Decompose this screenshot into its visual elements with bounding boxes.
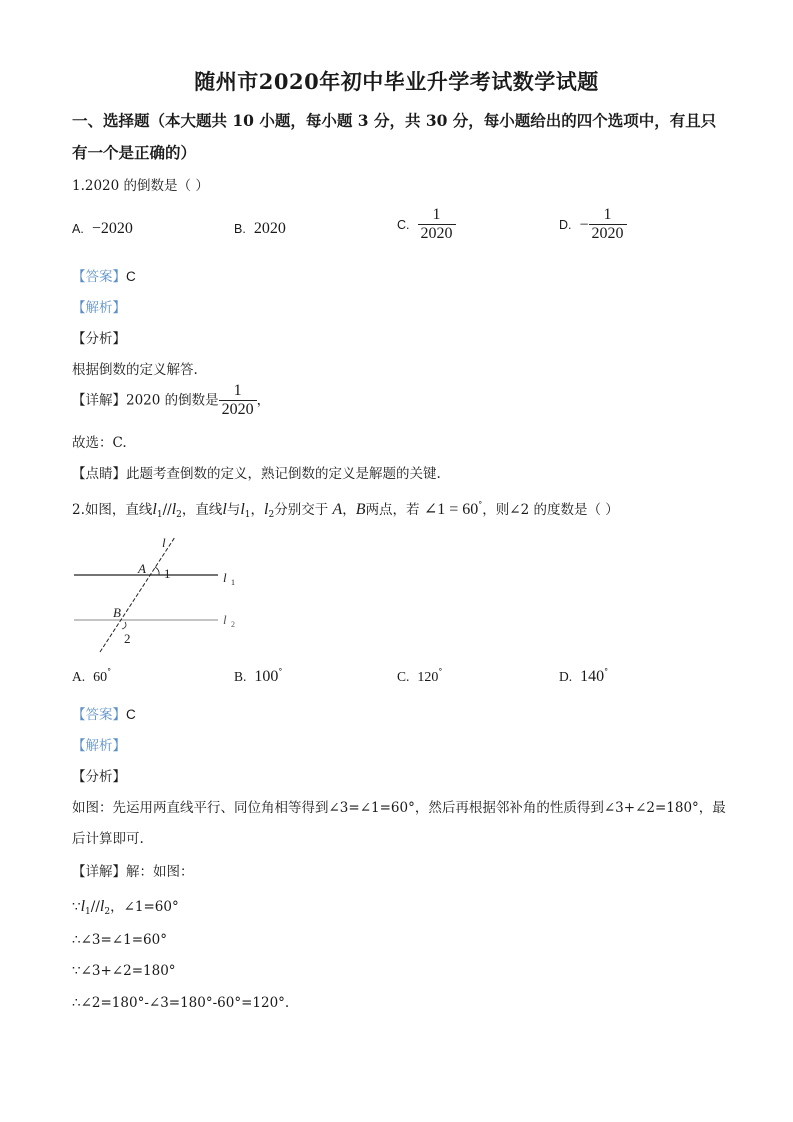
q2-option-c: C. 120° [397, 667, 443, 685]
page-title: 随州市2020年初中毕业升学考试数学试题 [194, 69, 599, 94]
section-heading-line2: 有一个是正确的） [72, 143, 197, 162]
q1-jiexi-tag: 【解析】 [72, 300, 126, 316]
q1-option-b [234, 218, 286, 238]
q1-stem: 1.2020 的倒数是（ ） [72, 178, 209, 194]
q2-step-2: ∴∠3=∠1=60° [72, 932, 167, 948]
q2-step-3: ∵∠3+∠2=180° [72, 963, 176, 979]
q1-option-c [397, 207, 456, 243]
q2-step-1: $\because l_1//l_2$，∠1=60° [72, 898, 179, 917]
svg-text:l: l [223, 570, 227, 585]
q2-fenxi-line1: 如图：先运用两直线平行、同位角相等得到∠3=∠1=60°，然后再根据邻补角的性质得到∠3+∠2=180°，最 [72, 800, 726, 816]
answer-tag: 【答案】 [72, 269, 126, 285]
q2-stem: 2.如图，直线$l_1//l_2$，直线l与$l_1$，$l_2$分别交于 A，B两点，若 ∠1 = 60°，则∠2 的度数是（ ） [72, 500, 619, 520]
option-value: 2020 [253, 220, 286, 237]
option-label: C. [397, 218, 410, 233]
q2-option-d: D. 140° [559, 667, 609, 685]
answer-tag: 【答案】 [72, 707, 126, 723]
q2-fenxi-line2: 后计算即可. [72, 831, 144, 847]
q1-dianjing: 【点睛】此题考查倒数的定义，熟记倒数的定义是解题的关键. [72, 466, 441, 482]
section-heading-line1: 一、选择题（本大题共 10 小题，每小题 3 分，共 30 分，每小题给出的四个选项中，有且只 [72, 111, 717, 130]
q2-jiexi-tag: 【解析】 [72, 738, 126, 754]
q1-option-a [72, 218, 133, 238]
q2-xiangjie: 【详解】解：如图： [72, 864, 194, 880]
q1-answer [72, 265, 136, 285]
option-label: B. [234, 222, 246, 236]
svg-text:l: l [162, 535, 166, 550]
option-label: D. [559, 218, 572, 233]
fraction: $\frac{1}{2020}$ [589, 207, 627, 243]
q1-option-d: D. − $\frac{1}{2020}$ [559, 207, 627, 243]
answer-value: C [126, 707, 136, 722]
answer-value: C [126, 269, 136, 284]
svg-text:1: 1 [164, 566, 171, 581]
q2-option-b: B. 100° [234, 667, 283, 685]
option-value: −2020 [91, 220, 133, 237]
svg-text:l: l [223, 612, 227, 627]
q2-step-4: ∴∠2=180°-∠3=180°-60°=120°. [72, 995, 290, 1011]
option-label: A. [72, 222, 84, 236]
svg-text:A: A [138, 561, 146, 576]
q1-fenxi-tag: 【分析】 [72, 331, 126, 347]
svg-text:B: B [113, 605, 121, 620]
parallel-lines-figure [60, 525, 260, 660]
svg-text:1: 1 [231, 578, 235, 587]
q2-option-a: A. 60° [72, 667, 112, 685]
q1-fenxi-text: 根据倒数的定义解答. [72, 362, 198, 378]
q2-fenxi-tag: 【分析】 [72, 769, 126, 785]
fraction: $\frac{1}{2020}$ [418, 207, 456, 243]
fraction: $\frac{1}{2020}$ [219, 383, 257, 419]
q2-answer [72, 703, 136, 723]
svg-text:2: 2 [231, 620, 235, 629]
q1-xiangjie: 【详解】2020 的倒数是 $\frac{1}{2020}$ ， [72, 382, 271, 418]
svg-text:2: 2 [124, 631, 131, 646]
q1-guxuan: 故选：C. [72, 435, 127, 451]
